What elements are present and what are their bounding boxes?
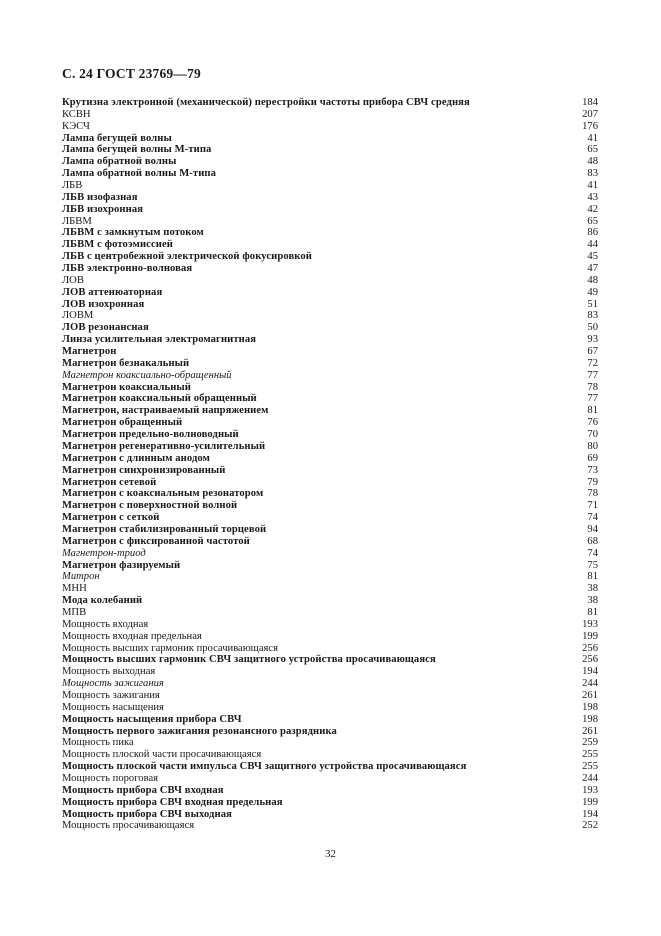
index-entry xyxy=(62,322,598,334)
index-page-ref: 199 xyxy=(582,630,598,642)
index-page-ref: 256 xyxy=(582,654,598,666)
index-term: ЛОВМ xyxy=(62,310,94,322)
index-term: Мода колебаний xyxy=(62,595,143,607)
index-entry xyxy=(62,548,598,560)
index-entry xyxy=(62,156,598,168)
index-page-ref: 74 xyxy=(587,512,598,524)
index-entry xyxy=(62,465,598,477)
index-page-ref: 81 xyxy=(587,405,598,417)
index-entry xyxy=(62,299,598,311)
index-page-ref: 80 xyxy=(587,440,598,452)
index-term: ЛОВ изохронная xyxy=(62,298,145,310)
index-page-ref: 44 xyxy=(587,239,598,251)
index-page-ref: 198 xyxy=(582,701,598,713)
index-entry xyxy=(62,334,598,346)
index-page-ref: 79 xyxy=(587,476,598,488)
index-page-ref: 184 xyxy=(582,97,598,108)
index-entry xyxy=(62,643,598,655)
index-entry xyxy=(62,737,598,749)
index-page-ref: 50 xyxy=(587,322,598,334)
index-entry xyxy=(62,809,598,821)
index-term: Лампа бегущей волны М-типа xyxy=(62,144,212,156)
index-term: КСВН xyxy=(62,108,91,120)
index-term: МПВ xyxy=(62,606,87,618)
index-term: ЛБВМ с замкнутым потоком xyxy=(62,227,204,239)
index-entry xyxy=(62,560,598,572)
index-term: Магнетрон коаксиальный обращенный xyxy=(62,393,257,405)
index-entry xyxy=(62,275,598,287)
index-page-ref: 83 xyxy=(587,310,598,322)
index-page-ref: 198 xyxy=(582,713,598,725)
index-page-ref: 244 xyxy=(582,678,598,690)
index-page-ref: 176 xyxy=(582,120,598,132)
index-entry xyxy=(62,144,598,156)
index-page-ref: 81 xyxy=(587,571,598,583)
index-entry xyxy=(62,785,598,797)
index-entry xyxy=(62,192,598,204)
index-term: ЛБВ с центробежной электрической фокусировкой xyxy=(62,251,312,263)
index-entry xyxy=(62,690,598,702)
index-entry xyxy=(62,216,598,228)
index-term: Магнетрон фазируемый xyxy=(62,559,181,571)
index-page-ref: 48 xyxy=(587,156,598,168)
index-entry xyxy=(62,702,598,714)
index-entry xyxy=(62,109,598,121)
index-entry xyxy=(62,678,598,690)
index-page-ref: 73 xyxy=(587,464,598,476)
index-entry xyxy=(62,666,598,678)
index-term: ЛОВ xyxy=(62,274,84,286)
index-term: Мощность пика xyxy=(62,737,134,749)
index-term: КЭСЧ xyxy=(62,120,90,132)
index-page-ref: 77 xyxy=(587,393,598,405)
index-term: Магнетрон безнакальный xyxy=(62,357,190,369)
index-page-ref: 193 xyxy=(582,618,598,630)
index-term: Мощность насыщения прибора СВЧ xyxy=(62,713,242,725)
index-entry xyxy=(62,287,598,299)
index-term: Магнетрон-триод xyxy=(62,547,146,559)
index-entry xyxy=(62,310,598,322)
index-page-ref: 194 xyxy=(582,666,598,678)
index-term: Магнетрон сетевой xyxy=(62,476,157,488)
index-entry xyxy=(62,654,598,666)
index-entry xyxy=(62,429,598,441)
index-entry xyxy=(62,204,598,216)
index-page-ref: 252 xyxy=(582,820,598,832)
index-page-ref: 72 xyxy=(587,357,598,369)
index-term: Магнетрон синхронизированный xyxy=(62,464,226,476)
index-entry xyxy=(62,97,598,109)
index-entry xyxy=(62,453,598,465)
index-term: ЛБВ xyxy=(62,180,83,192)
index-term: Лампа обратной волны М-типа xyxy=(62,168,217,180)
index-term: Лампа обратной волны xyxy=(62,156,177,168)
index-page-ref: 41 xyxy=(587,180,598,192)
index-term: Магнетрон стабилизированный торцевой xyxy=(62,523,267,535)
index-page-ref: 78 xyxy=(587,381,598,393)
index-entry xyxy=(62,180,598,192)
index-term: Магнетрон с фиксированной частотой xyxy=(62,535,250,547)
index-page-ref: 45 xyxy=(587,251,598,263)
index-entry xyxy=(62,595,598,607)
index-term: Мощность пороговая xyxy=(62,772,159,784)
index-term: Линза усилительная электромагнитная xyxy=(62,334,257,346)
page-number: 32 xyxy=(325,848,336,860)
index-entry xyxy=(62,749,598,761)
index-page-ref: 41 xyxy=(587,132,598,144)
index-entry xyxy=(62,761,598,773)
index-term: Мощность плоской части импульса СВЧ защитного устройства просачивающаяся xyxy=(62,761,467,773)
index-page-ref: 77 xyxy=(587,369,598,381)
index-term: Магнетрон коаксиальный xyxy=(62,381,192,393)
index-page-ref: 70 xyxy=(587,429,598,441)
index-page-ref: 256 xyxy=(582,642,598,654)
index-page-ref: 65 xyxy=(587,215,598,227)
index-page-ref: 48 xyxy=(587,274,598,286)
index-entry xyxy=(62,417,598,429)
index-term: Магнетрон с коаксиальным резонатором xyxy=(62,488,264,500)
index-term: ЛОВ резонансная xyxy=(62,322,149,334)
index-entry xyxy=(62,797,598,809)
index-entry xyxy=(62,168,598,180)
index-entry xyxy=(62,227,598,239)
index-term: Крутизна электронной (механической) перестройки частоты прибора СВЧ средняя xyxy=(62,97,470,108)
index-entry xyxy=(62,133,598,145)
index-term: Лампа бегущей волны xyxy=(62,132,172,144)
index-entry xyxy=(62,441,598,453)
index-entry xyxy=(62,393,598,405)
index-entry xyxy=(62,820,598,832)
index-term: ЛБВ изохронная xyxy=(62,203,144,215)
index-entry xyxy=(62,726,598,738)
index-page-ref: 261 xyxy=(582,725,598,737)
index-term: Мощность входная xyxy=(62,618,149,630)
index-entry xyxy=(62,263,598,275)
index-page-ref: 75 xyxy=(587,559,598,571)
index-page-ref: 38 xyxy=(587,583,598,595)
index-term: Магнетрон с длинным анодом xyxy=(62,452,210,464)
index-page-ref: 244 xyxy=(582,772,598,784)
index-page-ref: 51 xyxy=(587,298,598,310)
index-entry xyxy=(62,524,598,536)
index-page-ref: 78 xyxy=(587,488,598,500)
index-page-ref: 194 xyxy=(582,808,598,820)
index-term: Мощность прибора СВЧ входная xyxy=(62,784,224,796)
index-page-ref: 259 xyxy=(582,737,598,749)
index-entry xyxy=(62,477,598,489)
index-entry xyxy=(62,571,598,583)
index-page-ref: 193 xyxy=(582,784,598,796)
index-page-ref: 69 xyxy=(587,452,598,464)
index-page-ref: 255 xyxy=(582,749,598,761)
index-term: Мощность зажигания xyxy=(62,678,164,690)
index-entry xyxy=(62,583,598,595)
index-entry xyxy=(62,405,598,417)
index-entry xyxy=(62,536,598,548)
index-entry xyxy=(62,488,598,500)
index-entry xyxy=(62,714,598,726)
index-entry xyxy=(62,512,598,524)
index-term: Мощность прибора СВЧ выходная xyxy=(62,808,232,820)
index-page-ref: 43 xyxy=(587,191,598,203)
index-entry xyxy=(62,607,598,619)
index-page-ref: 261 xyxy=(582,689,598,701)
index-page-ref: 47 xyxy=(587,263,598,275)
index-term: ЛБВМ xyxy=(62,215,92,227)
index-entry xyxy=(62,500,598,512)
index-term: МНН xyxy=(62,583,87,595)
index-term: Магнетрон, настраиваемый напряжением xyxy=(62,405,269,417)
index-entry xyxy=(62,773,598,785)
index-entry xyxy=(62,251,598,263)
index-term: Мощность высших гармоник просачивающаяся xyxy=(62,642,278,654)
index-entry xyxy=(62,346,598,358)
index-page-ref: 86 xyxy=(587,227,598,239)
index-term: Мощность высших гармоник СВЧ защитного устройства просачивающаяся xyxy=(62,654,436,666)
index-entry xyxy=(62,239,598,251)
index-page-ref: 76 xyxy=(587,417,598,429)
index-term: Магнетрон с сеткой xyxy=(62,512,160,524)
index-entry xyxy=(62,619,598,631)
index-term: Магнетрон xyxy=(62,346,117,358)
index-term: Магнетрон с поверхностной волной xyxy=(62,500,238,512)
index-term: Мощность насыщения xyxy=(62,701,164,713)
index-page-ref: 42 xyxy=(587,203,598,215)
index-term: Митрон xyxy=(62,571,100,583)
index-entry xyxy=(62,358,598,370)
index-term: Магнетрон предельно-волноводный xyxy=(62,429,239,441)
index-term: ЛОВ аттенюаторная xyxy=(62,286,163,298)
index-page-ref: 255 xyxy=(582,761,598,773)
index-term: Мощность просачивающаяся xyxy=(62,820,195,832)
index-term: Магнетрон коаксиально-обращенный xyxy=(62,369,232,381)
page-header: С. 24 ГОСТ 23769—79 xyxy=(62,66,201,81)
index-page-ref: 93 xyxy=(587,334,598,346)
index-term: Магнетрон обращенный xyxy=(62,417,183,429)
index-page-ref: 207 xyxy=(582,108,598,120)
index-term: Мощность прибора СВЧ входная предельная xyxy=(62,796,283,808)
index-page-ref: 65 xyxy=(587,144,598,156)
index-term: ЛБВ изофазная xyxy=(62,191,138,203)
index-term: Магнетрон регенеративно-усилительный xyxy=(62,440,266,452)
index-entry xyxy=(62,121,598,133)
index-term: Мощность первого зажигания резонансного разрядника xyxy=(62,725,337,737)
index-page-ref: 71 xyxy=(587,500,598,512)
index-page-ref: 68 xyxy=(587,535,598,547)
index-term: Мощность входная предельная xyxy=(62,630,202,642)
index-term: Мощность выходная xyxy=(62,666,156,678)
index-term: ЛБВМ с фотоэмиссией xyxy=(62,239,173,251)
index-page-ref: 81 xyxy=(587,606,598,618)
index-entry xyxy=(62,631,598,643)
index-term: ЛБВ электронно-волновая xyxy=(62,263,193,275)
index-page-ref: 67 xyxy=(587,346,598,358)
index-page-ref: 49 xyxy=(587,286,598,298)
index-term: Мощность зажигания xyxy=(62,689,160,701)
index-page-ref: 83 xyxy=(587,168,598,180)
index-term: Мощность плоской части просачивающаяся xyxy=(62,749,262,761)
index-list xyxy=(62,97,598,832)
index-page-ref: 199 xyxy=(582,796,598,808)
index-entry xyxy=(62,370,598,382)
index-page-ref: 38 xyxy=(587,595,598,607)
index-page-ref: 94 xyxy=(587,523,598,535)
index-entry xyxy=(62,382,598,394)
index-page-ref: 74 xyxy=(587,547,598,559)
